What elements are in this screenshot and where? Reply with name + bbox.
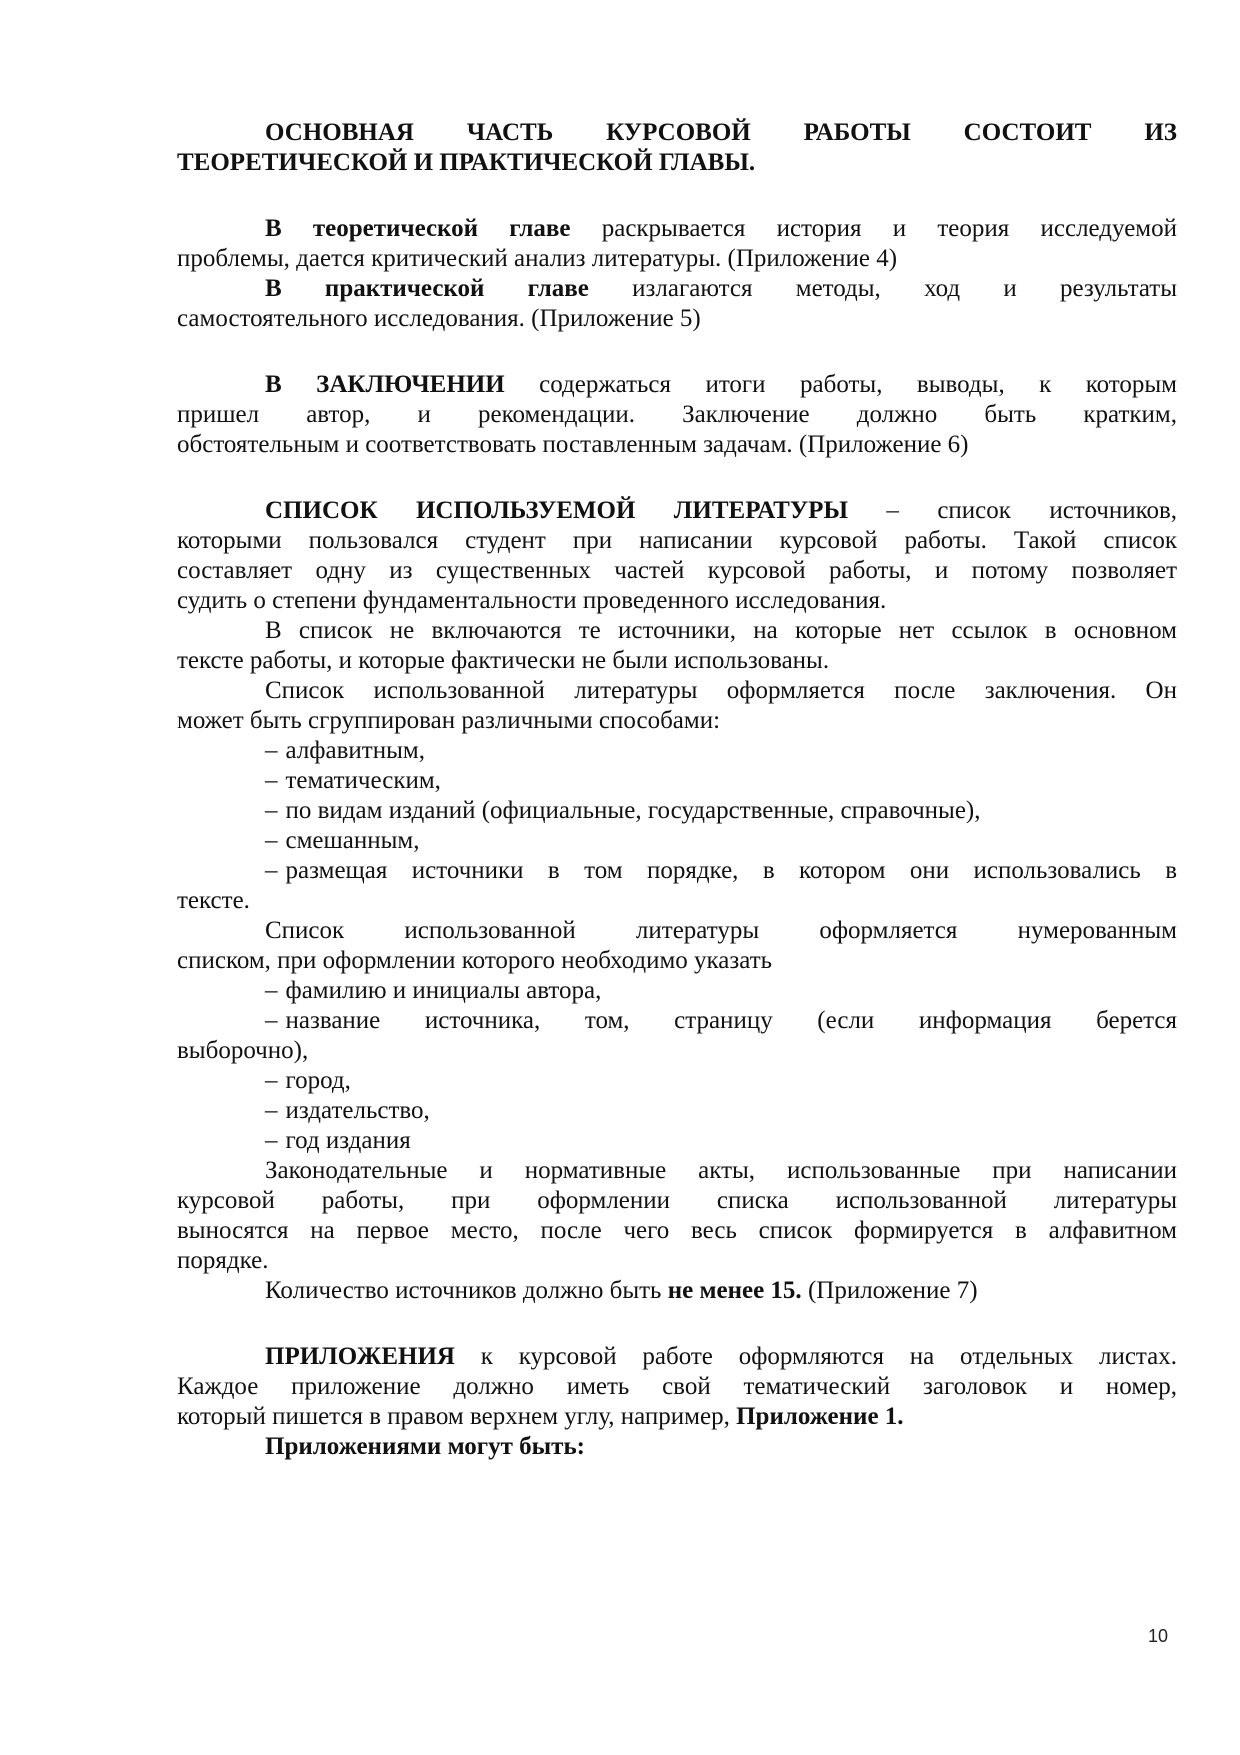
appendices-paragraph-line-3: который пишется в правом верхнем углу, например, Приложение 1. <box>177 1403 904 1430</box>
appendices-paragraph-line-2: Каждое приложение должно иметь свой тематический заголовок и номер, <box>177 1373 1177 1400</box>
fields-list-item: – фамилию и инициалы автора, <box>265 977 602 1004</box>
practice-paragraph-line-2: самостоятельного исследования. (Приложение 5) <box>177 305 701 332</box>
legislation-paragraph-line-1: Законодательные и нормативные акты, использованные при написании <box>265 1157 1177 1184</box>
grouping-list-item: – алфавитным, <box>265 737 425 764</box>
appendices-paragraph-line-1: ПРИЛОЖЕНИЯ к курсовой работе оформляются на отдельных листах. <box>265 1343 1177 1370</box>
section-heading-line-2: ТЕОРЕТИЧЕСКОЙ И ПРАКТИЧЕСКОЙ ГЛАВЫ. <box>177 149 756 176</box>
section-heading-line-1: ОСНОВНАЯ ЧАСТЬ КУРСОВОЙ РАБОТЫ СОСТОИТ ИЗ <box>265 119 1177 146</box>
bibliography-paragraph-line-3: составляет одну из существенных частей курсовой работы, и потому позволяет <box>177 557 1177 584</box>
theory-paragraph-line-1: В теоретической главе раскрывается история и теория исследуемой <box>265 215 1177 242</box>
grouping-paragraph-line-2: может быть сгруппирован различными способами: <box>177 707 721 734</box>
grouping-list-item-wrapped: – размещая источники в том порядке, в котором они использовались в <box>265 857 1177 884</box>
legislation-paragraph-line-2: курсовой работы, при оформлении списка использованной литературы <box>177 1187 1177 1214</box>
grouping-list-item: – тематическим, <box>265 767 441 794</box>
fields-list-item: – город, <box>265 1067 351 1094</box>
document-page <box>177 118 1177 1462</box>
fields-list-item-wrapped: – название источника, том, страницу (если информация берется <box>265 1007 1177 1034</box>
fields-list-item: – год издания <box>265 1127 411 1154</box>
bibliography-paragraph-line-2: которыми пользовался студент при написании курсовой работы. Такой список <box>177 527 1177 554</box>
spacer <box>177 1306 1177 1342</box>
conclusion-paragraph-line-3: обстоятельным и соответствовать поставленным задачам. (Приложение 6) <box>177 431 969 458</box>
appendices-can-be-heading: Приложениями могут быть: <box>265 1433 585 1460</box>
practice-paragraph-line-1: В практической главе излагаются методы, ход и результаты <box>265 275 1177 302</box>
fields-list-item-continuation: выборочно), <box>177 1037 309 1064</box>
spacer <box>177 334 1177 370</box>
spacer <box>177 460 1177 496</box>
grouping-list-item-continuation: тексте. <box>177 887 250 914</box>
source-count-paragraph: Количество источников должно быть не менее 15. (Приложение 7) <box>265 1277 978 1304</box>
bibliography-paragraph-line-4: судить о степени фундаментальности проведенного исследования. <box>177 587 887 614</box>
legislation-paragraph-line-4: порядке. <box>177 1247 269 1274</box>
conclusion-paragraph-line-1: В ЗАКЛЮЧЕНИИ содержаться итоги работы, выводы, к которым <box>265 371 1177 398</box>
numbered-list-paragraph-line-1: Список использованной литературы оформляется нумерованным <box>265 917 1177 944</box>
spacer <box>177 178 1177 214</box>
conclusion-paragraph-line-2: пришел автор, и рекомендации. Заключение должно быть кратким, <box>177 401 1177 428</box>
theory-paragraph-line-2: проблемы, дается критический анализ литературы. (Приложение 4) <box>177 245 898 272</box>
numbered-list-paragraph-line-2: списком, при оформлении которого необходимо указать <box>177 947 773 974</box>
page-number: 10 <box>1148 1626 1169 1646</box>
fields-list-item: – издательство, <box>265 1097 430 1124</box>
bibliography-paragraph-line-1: СПИСОК ИСПОЛЬЗУЕМОЙ ЛИТЕРАТУРЫ – список источников, <box>265 497 1178 524</box>
exclusion-paragraph-line-2: тексте работы, и которые фактически не были использованы. <box>177 647 830 674</box>
grouping-paragraph-line-1: Список использованной литературы оформляется после заключения. Он <box>265 677 1177 704</box>
exclusion-paragraph-line-1: В список не включаются те источники, на которые нет ссылок в основном <box>265 617 1177 644</box>
grouping-list-item: – по видам изданий (официальные, государственные, справочные), <box>265 797 981 824</box>
grouping-list-item: – смешанным, <box>265 827 420 854</box>
legislation-paragraph-line-3: выносятся на первое место, после чего весь список формируется в алфавитном <box>177 1217 1177 1244</box>
